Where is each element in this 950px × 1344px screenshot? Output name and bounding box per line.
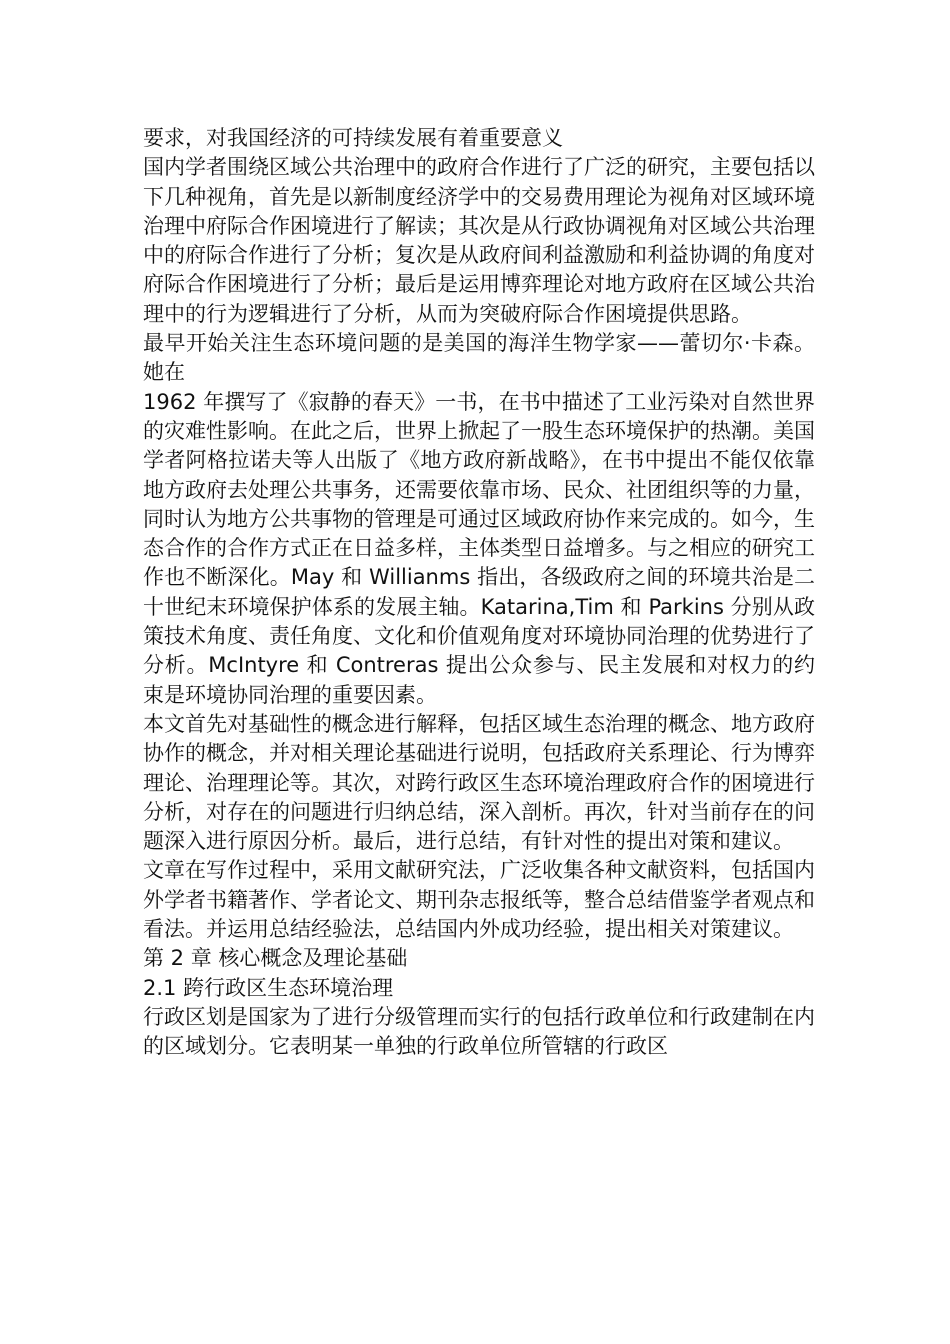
chapter-heading: 第 2 章 核心概念及理论基础: [143, 946, 408, 971]
section-heading: 2.1 跨行政区生态环境治理: [143, 975, 394, 1000]
paragraph-domestic-research: 国内学者围绕区域公共治理中的政府合作进行了广泛的研究，主要包括以下几种视角，首先是以新制度经济学中的交易费用理论为视角对区域环境治理中府际合作困境进行了解读；其次是从行政协调视角对区域公共治理中的府际合作进行了分析；复次是从政府间利益激励和利益协调的角度对府际合作困境进行了分析；最后是运用博弈理论对地方政府在区域公共治理中的行为逻辑进行了分析，从而为突破府际合作困境提供思路。: [143, 155, 815, 326]
paragraph-research-methods: 文章在写作过程中，采用文献研究法，广泛收集各种文献资料，包括国内外学者书籍著作、学者论文、期刊杂志报纸等，整合总结借鉴学者观点和看法。并运用总结经验法，总结国内外成功经验，提出相关对策建议。: [143, 858, 815, 942]
paragraph-continuation: 要求，对我国经济的可持续发展有着重要意义: [143, 126, 563, 150]
paragraph-carson-intro: 最早开始关注生态环境问题的是美国的海洋生物学家——蕾切尔·卡森。她在: [143, 331, 815, 385]
paragraph-paper-structure: 本文首先对基础性的概念进行解释，包括区域生态治理的概念、地方政府协作的概念，并对相关理论基础进行说明，包括政府关系理论、行为博弈理论、治理理论等。其次，对跨行政区生态环境治理政府合作的困境进行分析，对存在的问题进行归纳总结，深入剖析。再次，针对当前存在的问题深入进行原因分析。最后，进行总结，有针对性的提出对策和建议。: [143, 711, 815, 854]
paragraph-administrative-division: 行政区划是国家为了进行分级管理而实行的包括行政单位和行政建制在内的区域划分。它表明某一单独的行政单位所管辖的行政区: [143, 1004, 815, 1059]
paragraph-foreign-research: 1962 年撰写了《寂静的春天》一书，在书中描述了工业污染对自然世界的灾难性影响。在此之后，世界上掀起了一股生态环境保护的热潮。美国学者阿格拉诺夫等人出版了《地方政府新战略》，在书中提出不能仅依靠地方政府去处理公共事务，还需要依靠市场、民众、社团组织等的力量，同时认为地方公共事物的管理是可通过区域政府协作来完成的。如今，生态合作的合作方式正在日益多样，主体类型日益增多。与之相应的研究工作也不断深化。May 和 Willianms 指出，各级政府之间的环境共治是二十世纪末环境保护体系的发展主轴。Katarina,Tim 和 Parkins 分别从政策技术角度、责任角度、文化和价值观角度对环境协同治理的优势进行了分析。McIntyre 和 Contreras 提出公众参与、民主发展和对权力的约束是环境协同治理的重要因素。: [143, 389, 815, 707]
document-body: [143, 124, 815, 1062]
